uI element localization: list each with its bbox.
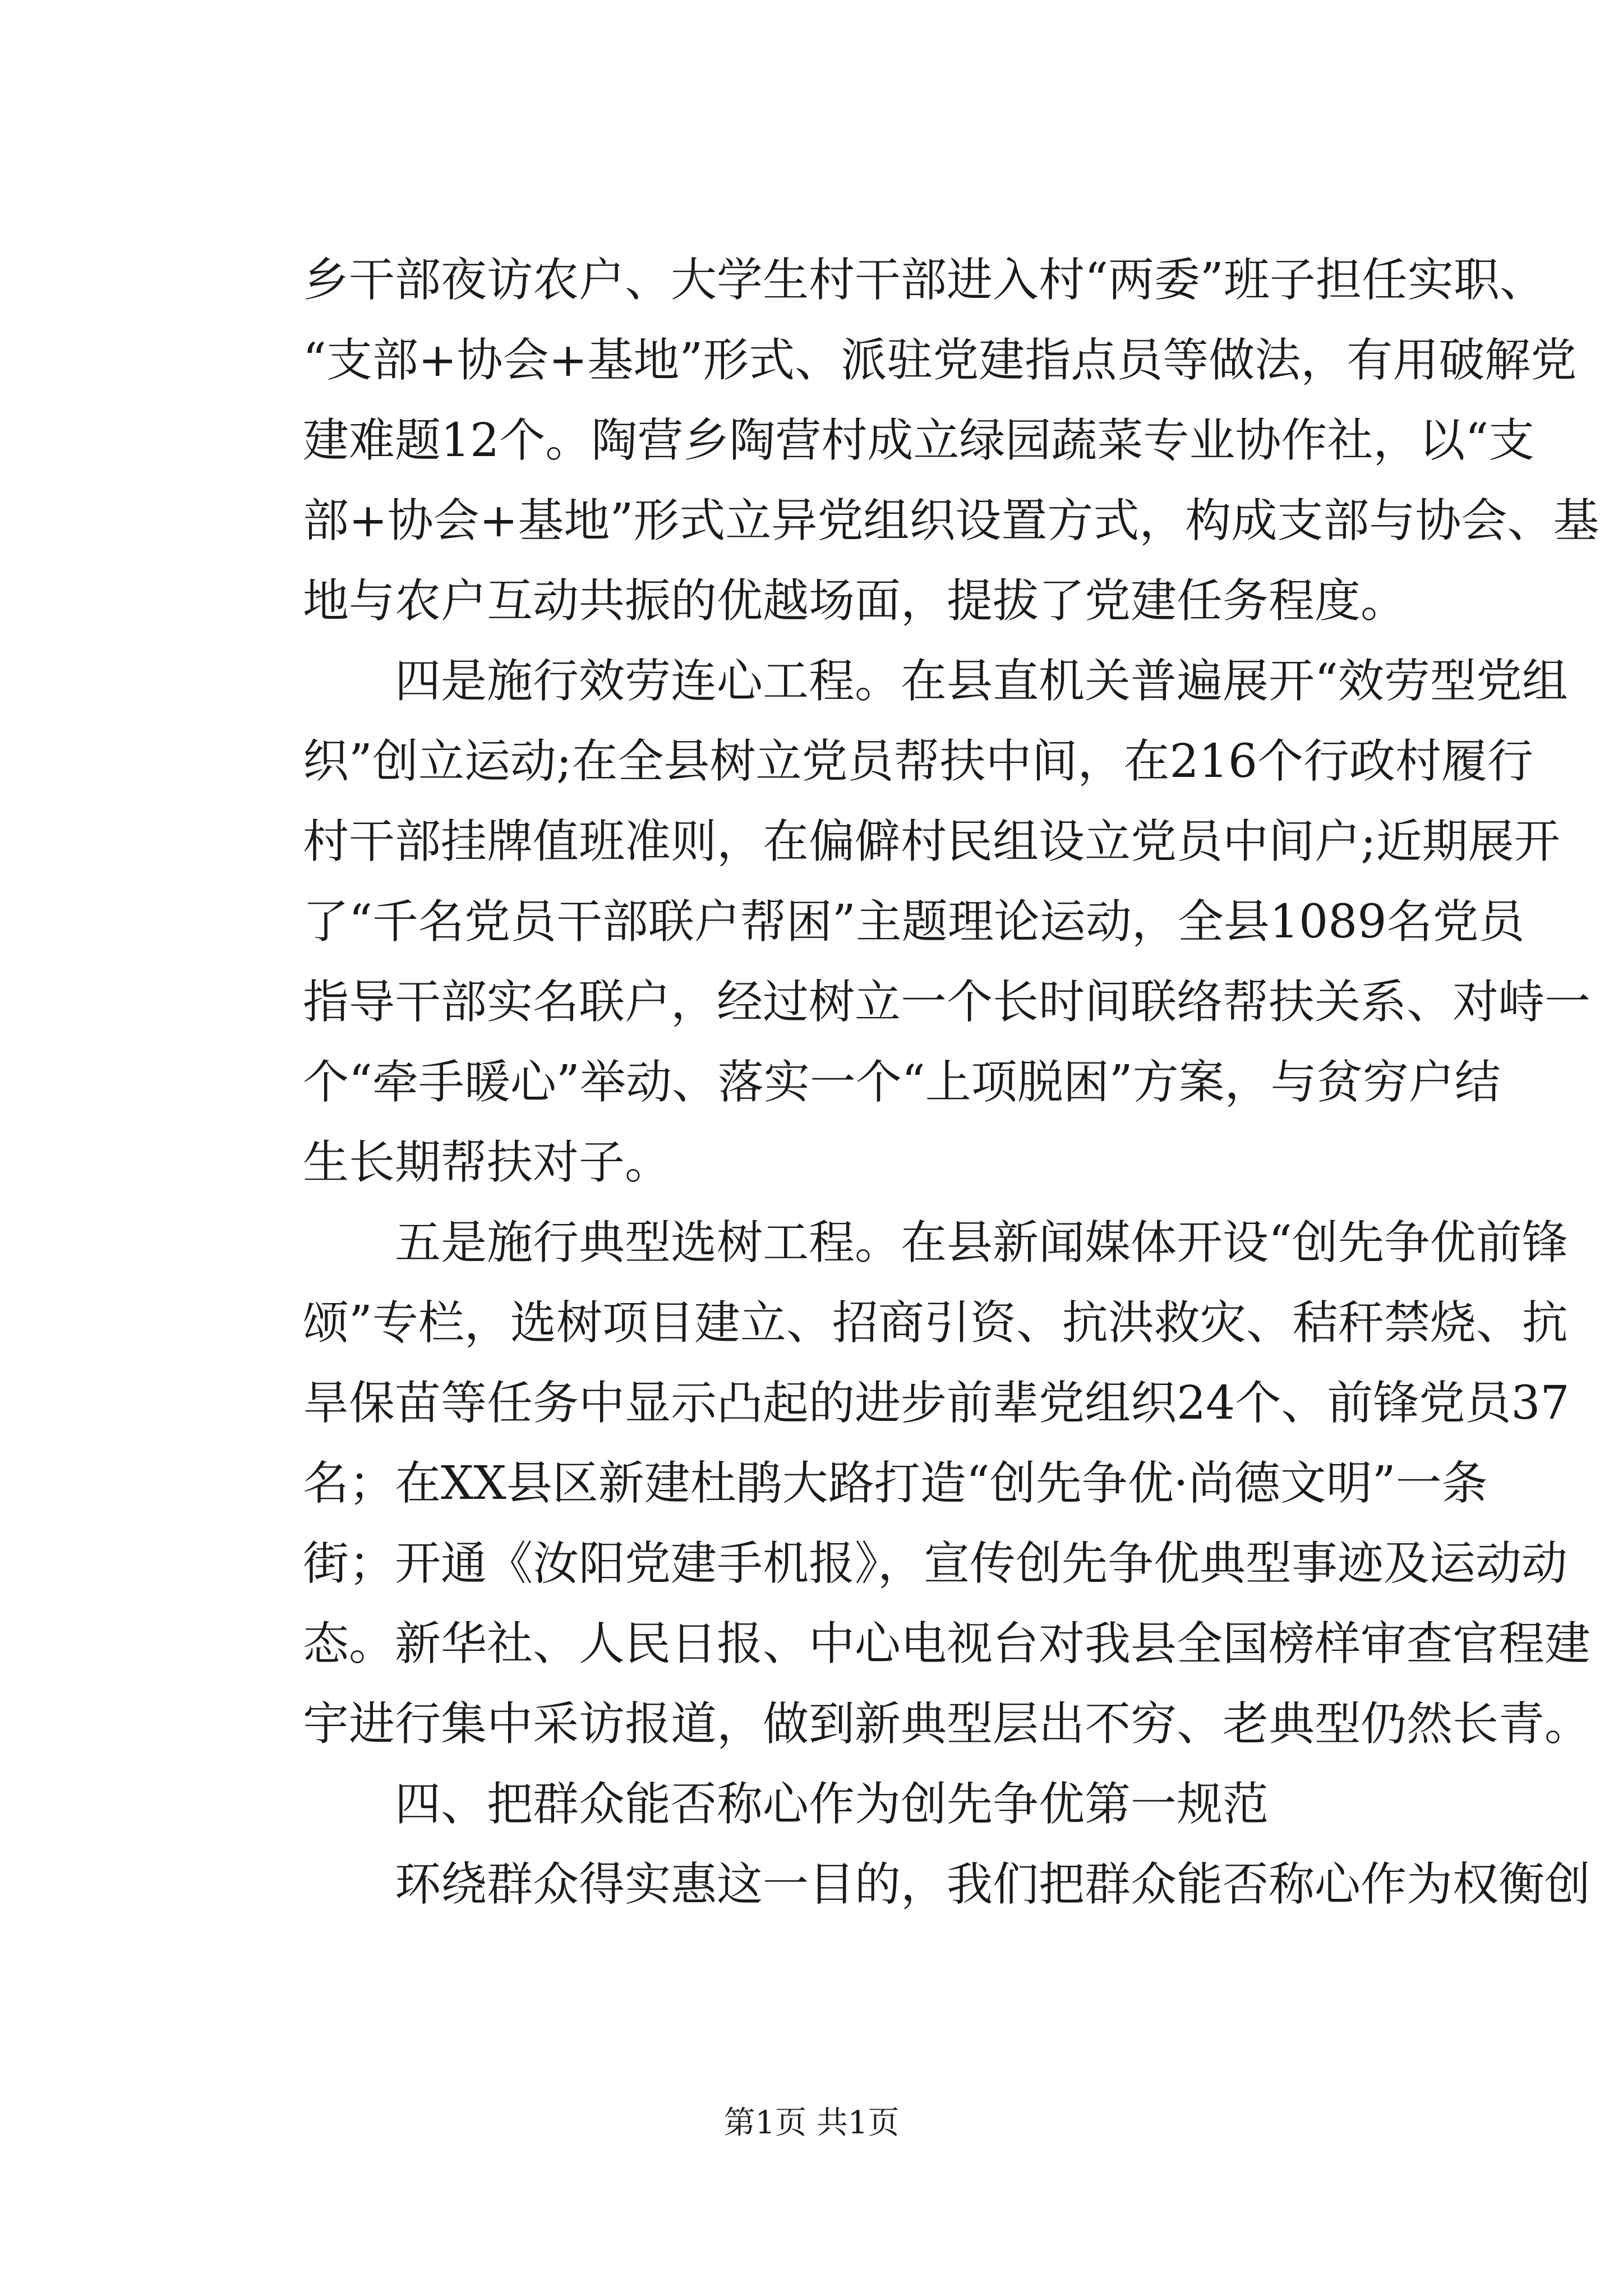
text-line: 态。新华社、人民日报、中心电视台对我县全国榜样审查官程建 [303,1617,1591,1671]
text-line: 宇进行集中采访报道，做到新典型层出不穷、老典型仍然长青。 [303,1697,1591,1751]
text-line: 建难题12个。陶营乡陶营村成立绿园蔬菜专业协作社，以“支 [303,414,1535,467]
text-line: 环绕群众得实惠这一目的，我们把群众能否称心作为权衡创 [395,1858,1591,1911]
text-line: 部+协会+基地”形式立异党组织设置方式，构成支部与协会、基 [303,494,1599,547]
text-line: 村干部挂牌值班准则，在偏僻村民组设立党员中间户;近期展开 [303,815,1560,868]
text-line: 四是施行效劳连心工程。在县直机关普遍展开“效劳型党组 [395,655,1568,708]
text-line: 名；在XX县区新建杜鹃大路打造“创先争优·尚德文明”一条 [303,1457,1488,1510]
text-line: 织”创立运动;在全县树立党员帮扶中间，在216个行政村履行 [303,735,1534,788]
text-line: 乡干部夜访农户、大学生村干部进入村“两委”班子担任实职、 [303,254,1546,307]
page-footer: 第1页 共1页 [723,2105,900,2141]
section-heading: 四、把群众能否称心作为创先争优第一规范 [395,1778,1269,1831]
text-line: 了“千名党员干部联户帮困”主题理论运动，全县1089名党员 [303,895,1525,949]
text-line: “支部+协会+基地”形式、派驻党建指点员等做法，有用破解党 [303,334,1577,387]
text-line: 五是施行典型选树工程。在县新闻媒体开设“创先争优前锋 [395,1216,1568,1269]
text-line: 街；开通《汝阳党建手机报》，宣传创先争优典型事迹及运动动 [303,1537,1568,1590]
text-line: 颂”专栏，选树项目建立、招商引资、抗洪救灾、秸秆禁烧、抗 [303,1296,1568,1350]
text-line: 个“牵手暖心”举动、落实一个“上项脱困”方案，与贫穷户结 [303,1056,1501,1109]
text-line: 旱保苗等任务中显示凸起的进步前辈党组织24个、前锋党员37 [303,1377,1570,1430]
text-line: 指导干部实名联户，经过树立一个长时间联络帮扶关系、对峙一 [303,976,1591,1029]
text-line: 生长期帮扶对子。 [303,1136,671,1189]
text-line: 地与农户互动共振的优越场面，提拔了党建任务程度。 [303,574,1407,628]
